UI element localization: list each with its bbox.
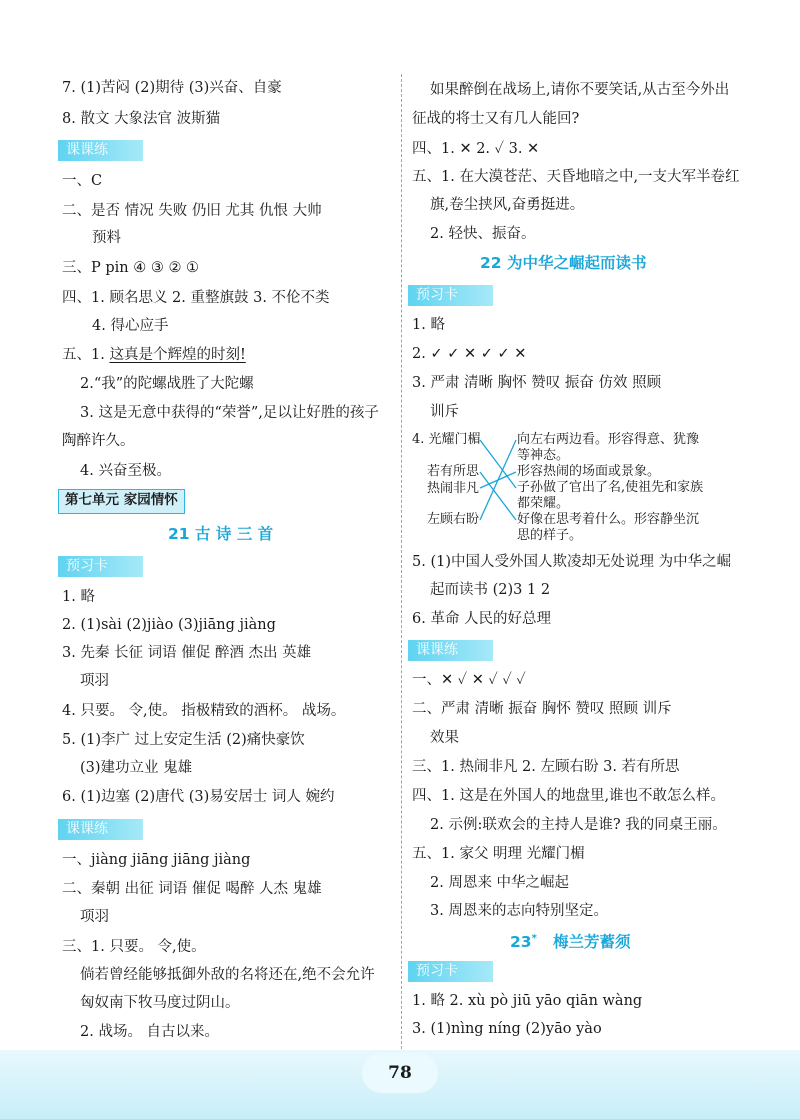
preview-5: 5. (1)李广 过上安定生活 (2)痛快豪饮 bbox=[62, 732, 305, 748]
answer-wu-right-2: 2. 轻快、振奋。 bbox=[430, 226, 536, 242]
lesson-23-title: 23* 梅兰芳蓄须 bbox=[510, 933, 631, 952]
poem-translation-1: 如果醉倒在战场上,请你不要笑话,从古至今外出 bbox=[430, 82, 730, 98]
match-right-1-cont: 等神态。 bbox=[517, 448, 570, 463]
page-number: 78 bbox=[362, 1053, 438, 1093]
lesson-21-title: 21 古 诗 三 首 bbox=[168, 525, 274, 543]
l23-preview-1-2: 1. 略 2. xù pò jiū yāo qiān wàng bbox=[412, 993, 643, 1009]
column-divider bbox=[401, 74, 402, 1054]
l22-preview-1: 1. 略 bbox=[412, 317, 445, 333]
answer-si-right: 四、1. ✕ 2. ✓ 3. ✕ bbox=[412, 141, 540, 157]
answer-7: 7. (1)苦闷 (2)期待 (3)兴奋、自豪 bbox=[62, 80, 282, 96]
l22-preview-3-cont: 训斥 bbox=[430, 404, 459, 420]
underlined-sentence: 这真是个辉煌的时刻! bbox=[109, 347, 246, 363]
answer-wu-right: 五、1. 在大漠苍茫、天昏地暗之中,一支大军半卷红 bbox=[412, 169, 740, 185]
section-tag-preview: 预习卡 bbox=[408, 961, 493, 982]
match-left-2: 若有所思 bbox=[427, 464, 480, 479]
answer-wu-4: 4. 兴奋至极。 bbox=[80, 463, 171, 479]
match-right-4-cont: 思的样子。 bbox=[517, 528, 583, 543]
practice-san-2: 2. 战场。 自古以来。 bbox=[80, 1024, 220, 1040]
answer-si-4: 4. 得心应手 bbox=[92, 318, 169, 334]
match-right-3-cont: 都荣耀。 bbox=[517, 496, 570, 511]
answer-er: 二、是否 情况 失败 仍旧 尤其 仇恨 大帅 bbox=[62, 203, 322, 219]
l23-preview-3: 3. (1)nìng níng (2)yāo yào bbox=[412, 1021, 602, 1037]
answer-wu-right-cont: 旗,卷尘挟风,奋勇挺进。 bbox=[430, 197, 585, 213]
answer-8: 8. 散文 大象法官 波斯猫 bbox=[62, 111, 221, 127]
match-left-1: 4. 光耀门楣 bbox=[412, 432, 481, 447]
unit-heading: 第七单元 家园情怀 bbox=[58, 489, 185, 514]
l22-preview-5: 5. (1)中国人受外国人欺凌却无处说理 为中华之崛 bbox=[412, 554, 732, 570]
preview-6: 6. (1)边塞 (2)唐代 (3)易安居士 词人 婉约 bbox=[62, 789, 335, 805]
answer-er-cont: 预料 bbox=[92, 230, 121, 246]
l22-practice-si-2: 2. 示例:联欢会的主持人是谁? 我的同桌王丽。 bbox=[430, 817, 727, 833]
l22-practice-si: 四、1. 这是在外国人的地盘里,谁也不敢怎么样。 bbox=[412, 788, 726, 804]
l22-preview-3: 3. 严肃 清晰 胸怀 赞叹 振奋 仿效 照顾 bbox=[412, 375, 662, 391]
l22-practice-yi: 一、✕ ✓ ✕ ✓ ✓ ✓ bbox=[412, 672, 526, 688]
lesson-22-title: 22 为中华之崛起而读书 bbox=[480, 254, 647, 272]
section-tag-preview: 预习卡 bbox=[58, 556, 143, 577]
l22-practice-wu-3: 3. 周恩来的志向特别坚定。 bbox=[430, 903, 608, 919]
answer-wu-2: 2.“我”的陀螺战胜了大陀螺 bbox=[80, 376, 254, 392]
l22-preview-2: 2. ✓ ✓ ✕ ✓ ✓ ✕ bbox=[412, 346, 527, 362]
answer-san: 三、P pin ④ ③ ② ① bbox=[62, 260, 200, 276]
l22-practice-san: 三、1. 热闹非凡 2. 左顾右盼 3. 若有所思 bbox=[412, 759, 680, 775]
answer-wu-3-cont: 陶醉许久。 bbox=[62, 433, 135, 449]
preview-1: 1. 略 bbox=[62, 589, 95, 605]
practice-san-cont2: 匈奴南下牧马度过阴山。 bbox=[80, 995, 240, 1011]
preview-5-cont: (3)建功立业 鬼雄 bbox=[80, 760, 193, 776]
practice-san: 三、1. 只要。 令,使。 bbox=[62, 939, 206, 955]
practice-er-cont: 项羽 bbox=[80, 909, 109, 925]
answer-wu-1: 五、1. 这真是个辉煌的时刻! bbox=[62, 347, 246, 363]
section-tag-practice: 课课练 bbox=[408, 640, 493, 661]
match-left-3: 热闹非凡 bbox=[427, 481, 480, 496]
l22-preview-6: 6. 革命 人民的好总理 bbox=[412, 611, 552, 627]
answer-si: 四、1. 顾名思义 2. 重整旗鼓 3. 不伦不类 bbox=[62, 290, 330, 306]
poem-translation-2: 征战的将士又有几人能回? bbox=[412, 111, 580, 127]
practice-er: 二、秦朝 出征 词语 催促 喝醉 人杰 鬼雄 bbox=[62, 881, 322, 897]
l22-practice-wu-2: 2. 周恩来 中华之崛起 bbox=[430, 875, 570, 891]
preview-4: 4. 只要。 令,使。 指极精致的酒杯。 战场。 bbox=[62, 703, 346, 719]
match-right-1: 向左右两边看。形容得意、犹豫 bbox=[517, 432, 700, 447]
section-tag-preview: 预习卡 bbox=[408, 285, 493, 306]
section-tag-practice: 课课练 bbox=[58, 819, 143, 840]
answer-wu-3: 3. 这是无意中获得的“荣誉”,足以让好胜的孩子 bbox=[80, 405, 379, 421]
l22-practice-er-cont: 效果 bbox=[430, 730, 459, 746]
l22-preview-5-cont: 起而读书 (2)3 1 2 bbox=[430, 582, 551, 598]
practice-yi: 一、jiàng jiāng jiāng jiàng bbox=[62, 852, 251, 868]
preview-3: 3. 先秦 长征 词语 催促 醉酒 杰出 英雄 bbox=[62, 645, 312, 661]
practice-san-cont: 倘若曾经能够抵御外敌的名将还在,绝不会允许 bbox=[80, 967, 375, 983]
preview-2: 2. (1)sài (2)jiào (3)jiāng jiàng bbox=[62, 617, 276, 633]
l22-practice-er: 二、严肃 清晰 振奋 胸怀 赞叹 照顾 训斥 bbox=[412, 701, 672, 717]
preview-3-cont: 项羽 bbox=[80, 673, 109, 689]
section-tag-practice: 课课练 bbox=[58, 140, 143, 161]
match-right-2: 形容热闹的场面或景象。 bbox=[517, 464, 661, 479]
match-left-4: 左顾右盼 bbox=[427, 512, 480, 527]
l22-practice-wu: 五、1. 家父 明理 光耀门楣 bbox=[412, 846, 585, 862]
answer-yi: 一、C bbox=[62, 173, 103, 189]
match-right-3: 子孙做了官出了名,使祖先和家族 bbox=[517, 480, 704, 495]
matching-lines bbox=[478, 432, 518, 532]
match-right-4: 好像在思考着什么。形容静坐沉 bbox=[517, 512, 700, 527]
